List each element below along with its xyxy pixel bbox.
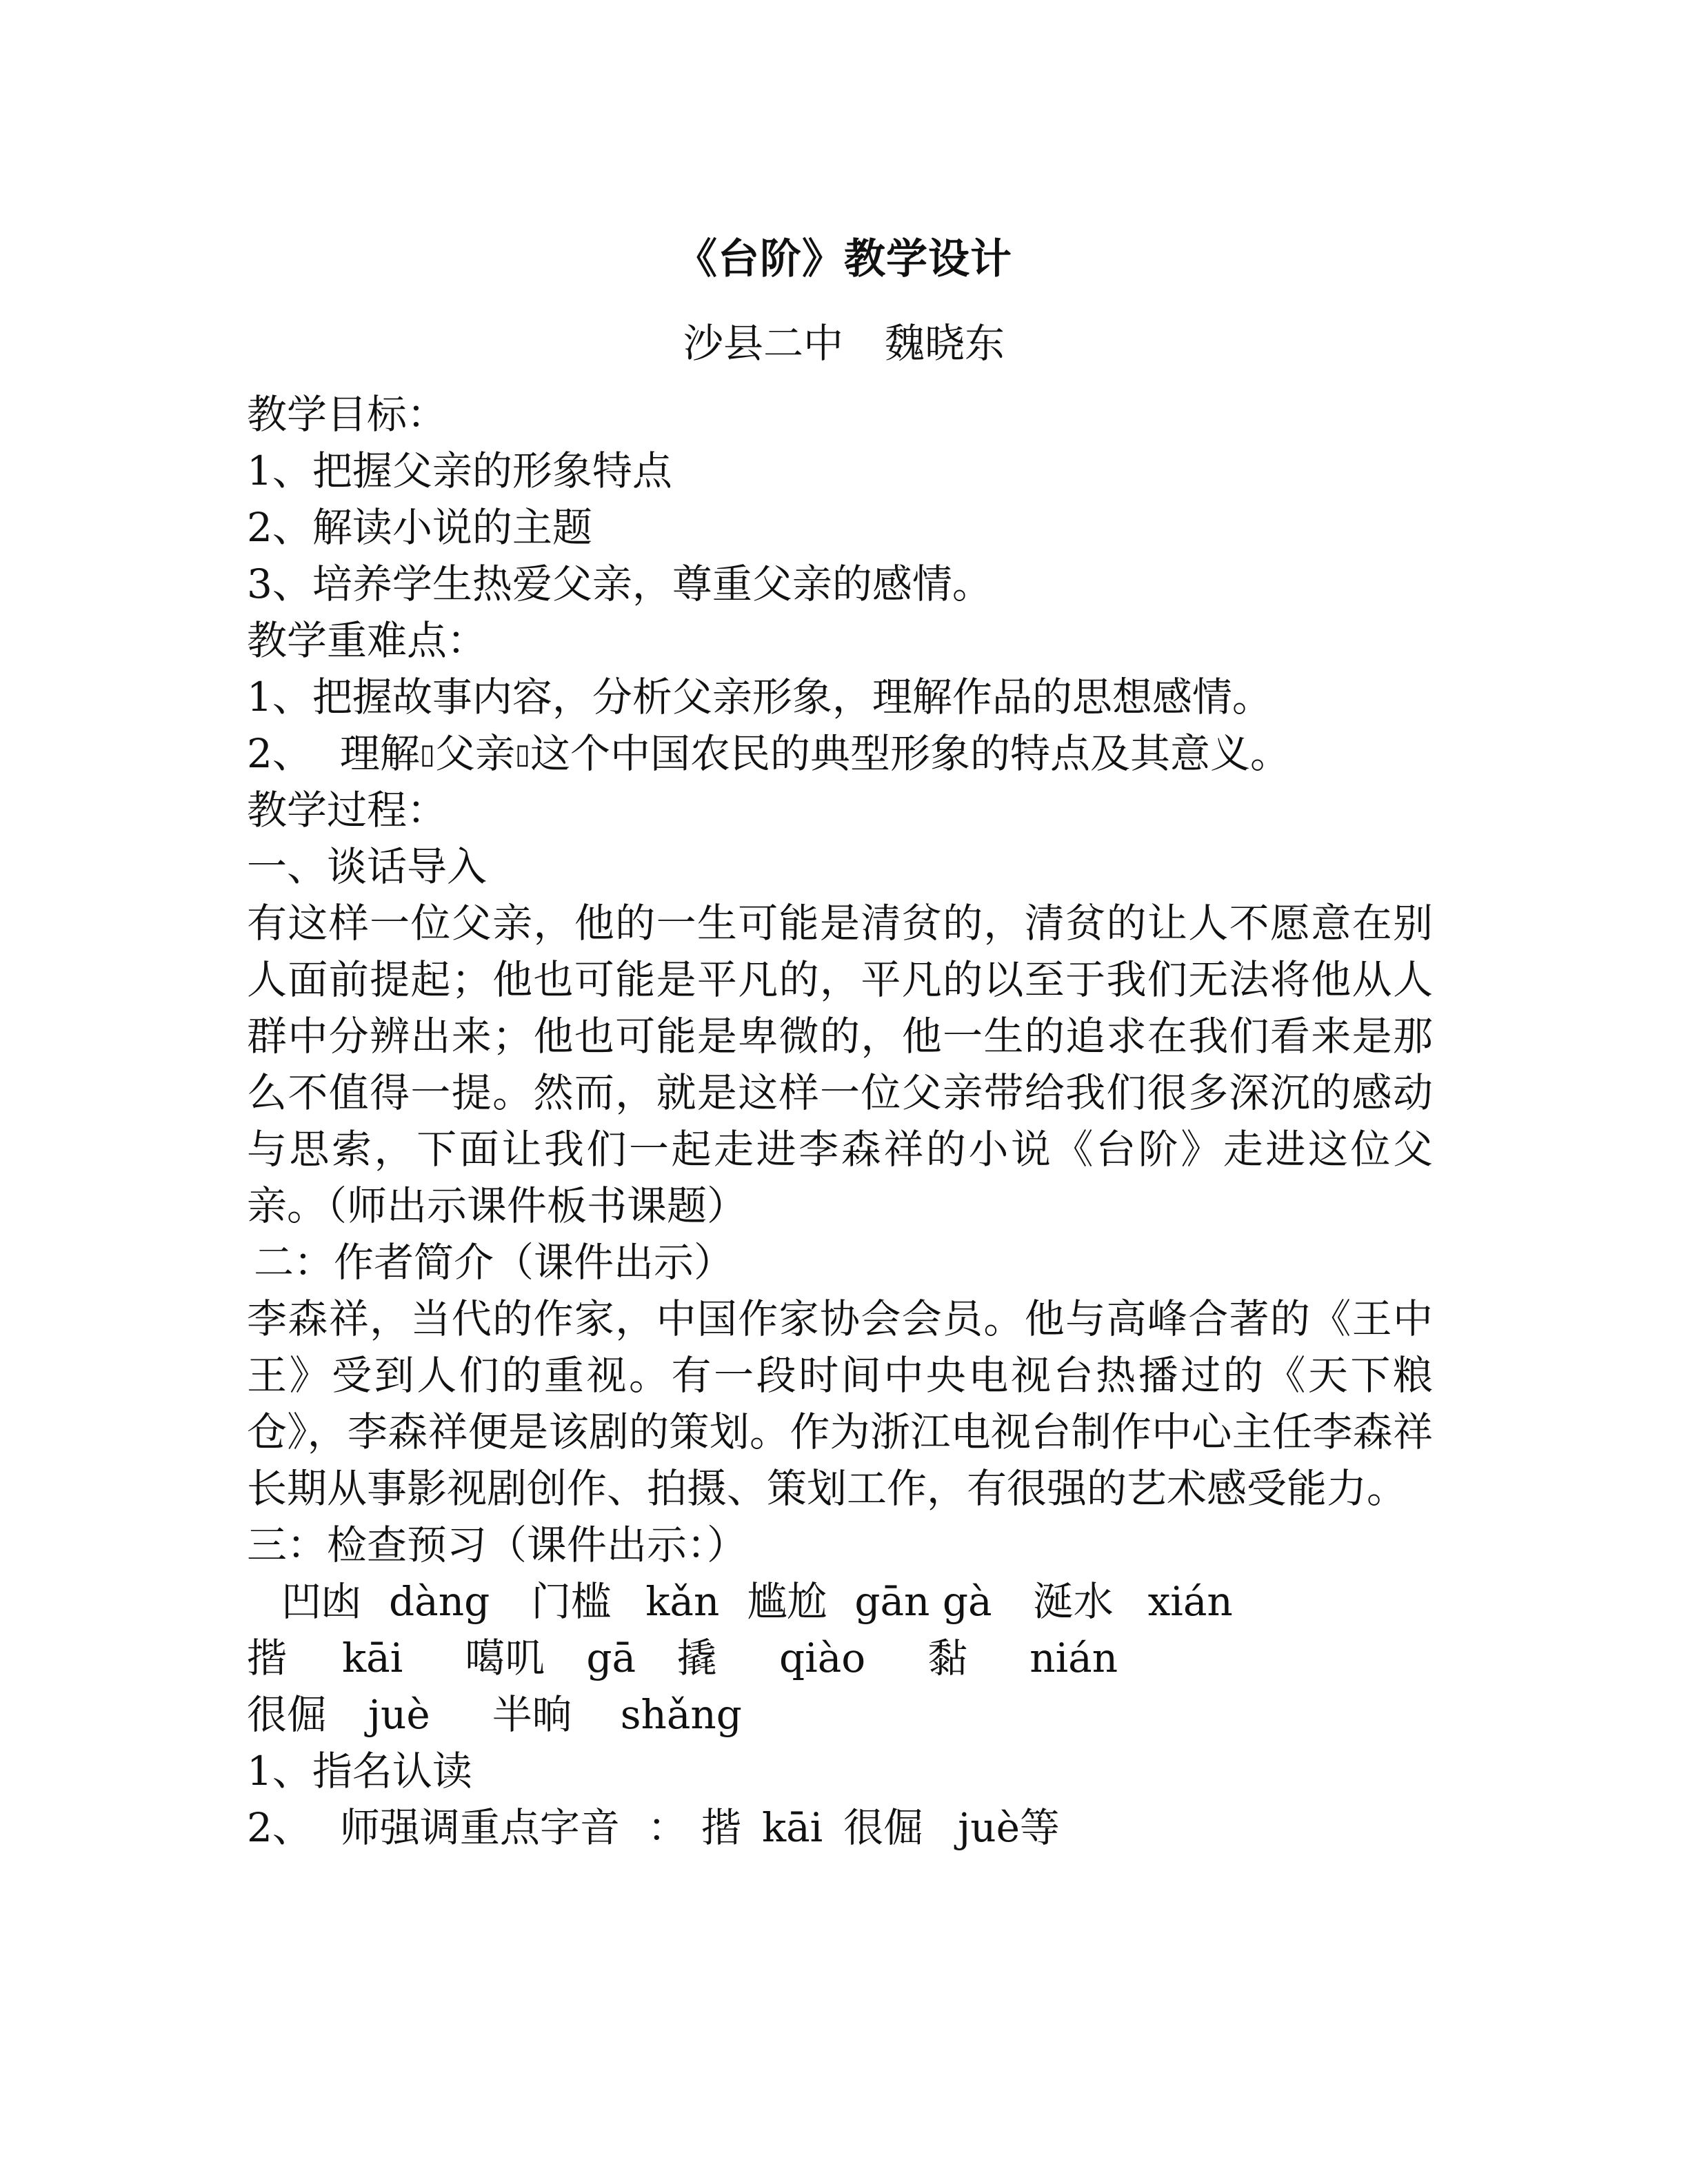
key-point-item <box>247 725 1433 782</box>
step-colon: ： <box>647 1804 687 1851</box>
key-point-item: 1、把握故事内容，分析父亲形象，理解作品的思想感情。 <box>247 674 1272 720</box>
step-text: 师强调重点字音 <box>339 1804 620 1851</box>
vocab-pinyin: gā <box>586 1635 636 1681</box>
vocab-row <box>247 1630 1433 1686</box>
objective-item: 2、解读小说的主题 <box>247 504 592 551</box>
document-body <box>247 386 1433 1856</box>
objective-item: 3、培养学生热爱父亲，尊重父亲的感情。 <box>247 560 992 607</box>
vocab-word: 揩 <box>701 1804 741 1851</box>
vocab-word: 黏 <box>927 1635 968 1681</box>
section-heading: 三：检查预习（课件出示：） <box>247 1521 747 1568</box>
key-point-number: 2、 <box>247 730 312 777</box>
vocab-pinyin: nián <box>1029 1635 1118 1681</box>
vocab-pinyin: juè <box>368 1691 430 1738</box>
key-points-heading: 教学重难点： <box>247 617 488 664</box>
vocab-word: 揩 <box>247 1635 288 1681</box>
key-point-text: 父亲 <box>434 730 515 777</box>
vocab-pinyin: shǎng <box>620 1691 742 1738</box>
vocab-pinyin: gān gà <box>854 1578 992 1625</box>
objectives-heading: 教学目标： <box>247 391 448 438</box>
intro-paragraph: 有这样一位父亲，他的一生可能是清贫的，清贫的让人不愿意在别人面前提起；他也可能是平凡的，平凡的以至于我们无法将他从人群中分辨出来；他也可能是卑微的，他一生的追求在我们看来是那么不值得一提。然而，就是这样一位父亲带给我们很多深沉的感动与思索，下面让我们一起走进李森祥的小说《台阶》走进这位父亲。（师出示课件板书课题） <box>247 900 1433 1229</box>
vocab-pinyin: dàng <box>389 1578 490 1625</box>
vocab-pinyin: xián <box>1147 1578 1233 1625</box>
vocab-pinyin: kǎn <box>645 1578 720 1625</box>
vocab-word: 尴尬 <box>747 1578 827 1625</box>
step-number: 2、 <box>247 1804 312 1851</box>
vocab-word: 凹凼 <box>281 1578 362 1625</box>
author-name: 魏晓东 <box>885 320 1005 367</box>
vocab-word: 半晌 <box>492 1691 572 1738</box>
missing-glyph-box: ▯ <box>419 738 435 770</box>
author-school: 沙县二中 <box>683 320 843 367</box>
vocab-word: 涎水 <box>1033 1578 1114 1625</box>
author-line <box>0 317 1688 370</box>
vocab-word: 门槛 <box>531 1578 612 1625</box>
section-heading: 一、谈话导入 <box>247 843 488 890</box>
author-bio-paragraph: 李森祥，当代的作家，中国作家协会会员。他与高峰合著的《王中王》受到人们的重视。有一段时间中央电视台热播过的《天下粮仓》，李森祥便是该剧的策划。作为浙江电视台制作中心主任李森祥长期从事影视剧创作、拍摄、策划工作，有很强的艺术感受能力。 <box>247 1295 1433 1512</box>
vocab-word: 噶叽 <box>465 1635 545 1681</box>
step-item: 1、指名认读 <box>247 1748 472 1794</box>
key-point-text: 理解 <box>339 730 420 777</box>
objective-item: 1、把握父亲的形象特点 <box>247 447 672 494</box>
vocab-pinyin: juè <box>958 1804 1020 1851</box>
key-point-text: 这个中国农民的典型形象的特点及其意义。 <box>530 730 1290 777</box>
vocab-word: 撬 <box>677 1635 718 1681</box>
vocab-row <box>247 1686 1433 1743</box>
process-heading: 教学过程： <box>247 787 448 833</box>
vocab-word: 很倔 <box>247 1691 328 1738</box>
missing-glyph-box: ▯ <box>514 738 530 770</box>
step-end: 等 <box>1019 1804 1060 1851</box>
step-item <box>247 1799 1433 1856</box>
vocab-pinyin: kāi <box>342 1635 403 1681</box>
vocab-pinyin: kāi <box>761 1804 823 1851</box>
vocab-word: 很倔 <box>843 1804 924 1851</box>
section-heading: 二：作者简介（课件出示） <box>254 1239 734 1286</box>
vocab-row <box>247 1573 1433 1630</box>
document-title: 《台阶》教学设计 <box>676 235 1012 283</box>
vocab-pinyin: qiào <box>779 1635 866 1681</box>
